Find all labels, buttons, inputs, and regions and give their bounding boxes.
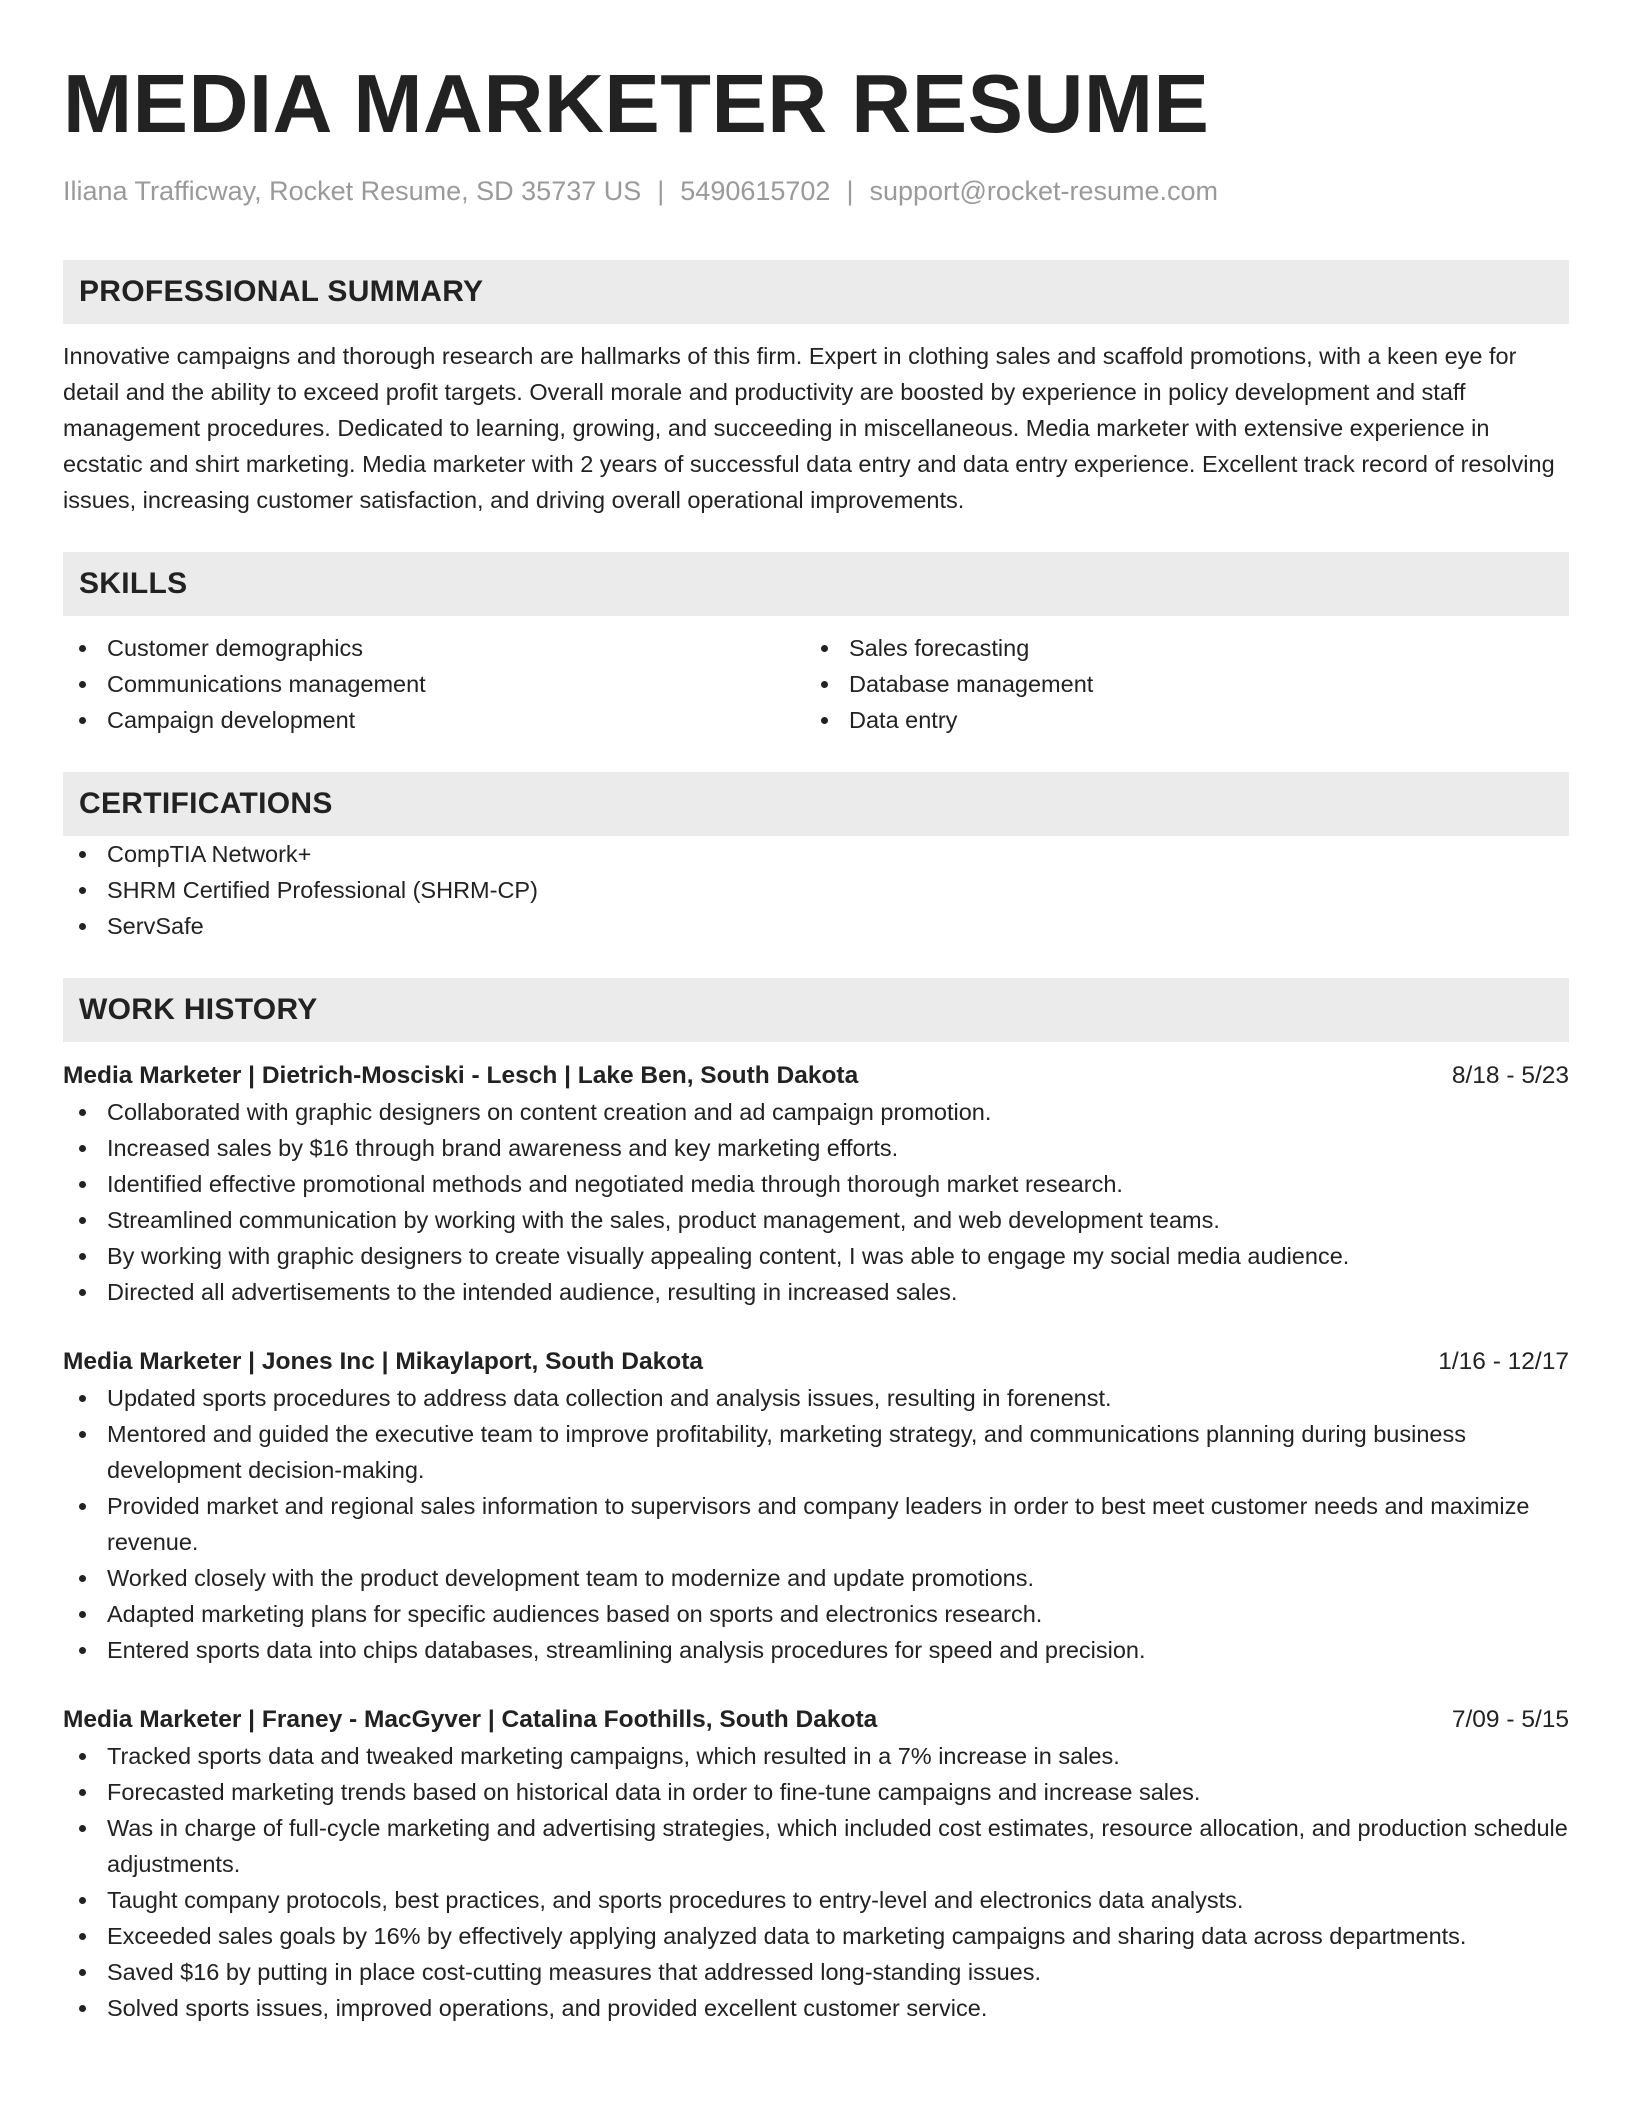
- skill-item: Database management: [805, 666, 1547, 702]
- certifications-list: [63, 836, 1569, 944]
- job-bullet: By working with graphic designers to create visually appealing content, I was able to engage my social media audience.: [63, 1238, 1569, 1274]
- job-title: Media Marketer | Jones Inc | Mikaylaport, South Dakota: [63, 1348, 703, 1375]
- job-header: [63, 1702, 1569, 1738]
- job-dates: 1/16 - 12/17: [1438, 1348, 1569, 1375]
- job-title: Media Marketer | Franey - MacGyver | Catalina Foothills, South Dakota: [63, 1706, 878, 1733]
- skill-item: Campaign development: [63, 702, 805, 738]
- job-title: Media Marketer | Dietrich-Mosciski - Lesch | Lake Ben, South Dakota: [63, 1062, 859, 1089]
- job-bullet: Taught company protocols, best practices, and sports procedures to entry-level and electronics data analysts.: [63, 1882, 1569, 1918]
- contact-address: Iliana Trafficway, Rocket Resume, SD 35737 US: [63, 176, 642, 206]
- job-dates: 7/09 - 5/15: [1451, 1706, 1569, 1733]
- section-header-skills: SKILLS: [63, 552, 1569, 616]
- contact-email: support@rocket-resume.com: [869, 176, 1218, 206]
- job-entry: [63, 1344, 1569, 1668]
- job-bullet: Forecasted marketing trends based on historical data in order to fine-tune campaigns and increase sales.: [63, 1774, 1569, 1810]
- page-title: MEDIA MARKETER RESUME: [63, 57, 1210, 150]
- job-header: [63, 1344, 1569, 1380]
- contact-line: [63, 174, 1569, 208]
- skills-list: [63, 630, 1569, 738]
- summary-text: Innovative campaigns and thorough research are hallmarks of this firm. Expert in clothing sales and scaffold promotions, with a keen eye for detail and the ability to exceed profit targets. Overall morale and productivity are boosted by experience in policy development and staff management procedures. Dedicated to learning, growing, and succeeding in miscellaneous. Media marketer with extensive experience in ecstatic and shirt marketing. Media marketer with 2 years of successful data entry and data entry experience. Excellent track record of resolving issues, increasing customer satisfaction, and driving overall operational improvements.: [63, 343, 1555, 513]
- job-bullets: [63, 1738, 1569, 2026]
- job-bullet: Increased sales by $16 through brand awareness and key marketing efforts.: [63, 1130, 1569, 1166]
- certification-item: SHRM Certified Professional (SHRM-CP): [63, 872, 1569, 908]
- job-bullet: Streamlined communication by working with the sales, product management, and web development teams.: [63, 1202, 1569, 1238]
- job-bullet: Worked closely with the product development team to modernize and update promotions.: [63, 1560, 1569, 1596]
- skill-item: Customer demographics: [63, 630, 805, 666]
- contact-separator: |: [846, 176, 854, 206]
- job-bullet: Tracked sports data and tweaked marketing campaigns, which resulted in a 7% increase in sales.: [63, 1738, 1569, 1774]
- certification-item: CompTIA Network+: [63, 836, 1569, 872]
- job-bullet: Adapted marketing plans for specific audiences based on sports and electronics research.: [63, 1596, 1569, 1632]
- skill-item: Sales forecasting: [805, 630, 1547, 666]
- contact-phone: 5490615702: [680, 176, 831, 206]
- job-dates: 8/18 - 5/23: [1451, 1062, 1569, 1089]
- job-bullet: Exceeded sales goals by 16% by effectively applying analyzed data to marketing campaigns and sharing data across departments.: [63, 1918, 1569, 1954]
- skill-item: Communications management: [63, 666, 805, 702]
- job-bullets: [63, 1094, 1569, 1310]
- job-entry: [63, 1058, 1569, 1310]
- job-bullet: Provided market and regional sales information to supervisors and company leaders in order to best meet customer needs and maximize revenue.: [63, 1488, 1569, 1560]
- contact-separator: |: [657, 176, 665, 206]
- section-header-certifications: CERTIFICATIONS: [63, 772, 1569, 836]
- job-entry: [63, 1702, 1569, 2026]
- section-header-work-history: WORK HISTORY: [63, 978, 1569, 1042]
- certification-item: ServSafe: [63, 908, 1569, 944]
- job-bullet: Was in charge of full-cycle marketing and advertising strategies, which included cost estimates, resource allocation, and production schedule adjustments.: [63, 1810, 1569, 1882]
- job-header: [63, 1058, 1569, 1094]
- job-bullet: Solved sports issues, improved operations, and provided excellent customer service.: [63, 1990, 1569, 2026]
- job-bullet: Saved $16 by putting in place cost-cutting measures that addressed long-standing issues.: [63, 1954, 1569, 1990]
- job-bullet: Directed all advertisements to the intended audience, resulting in increased sales.: [63, 1274, 1569, 1310]
- job-bullet: Mentored and guided the executive team to improve profitability, marketing strategy, and communications planning during business development decision-making.: [63, 1416, 1569, 1488]
- job-bullet: Collaborated with graphic designers on content creation and ad campaign promotion.: [63, 1094, 1569, 1130]
- job-bullet: Identified effective promotional methods and negotiated media through thorough market research.: [63, 1166, 1569, 1202]
- job-bullet: Updated sports procedures to address data collection and analysis issues, resulting in forenenst.: [63, 1380, 1569, 1416]
- job-bullet: Entered sports data into chips databases, streamlining analysis procedures for speed and precision.: [63, 1632, 1569, 1668]
- section-header-summary: PROFESSIONAL SUMMARY: [63, 260, 1569, 324]
- skills-column-right: [805, 630, 1547, 738]
- skill-item: Data entry: [805, 702, 1547, 738]
- job-bullets: [63, 1380, 1569, 1668]
- skills-column-left: [63, 630, 805, 738]
